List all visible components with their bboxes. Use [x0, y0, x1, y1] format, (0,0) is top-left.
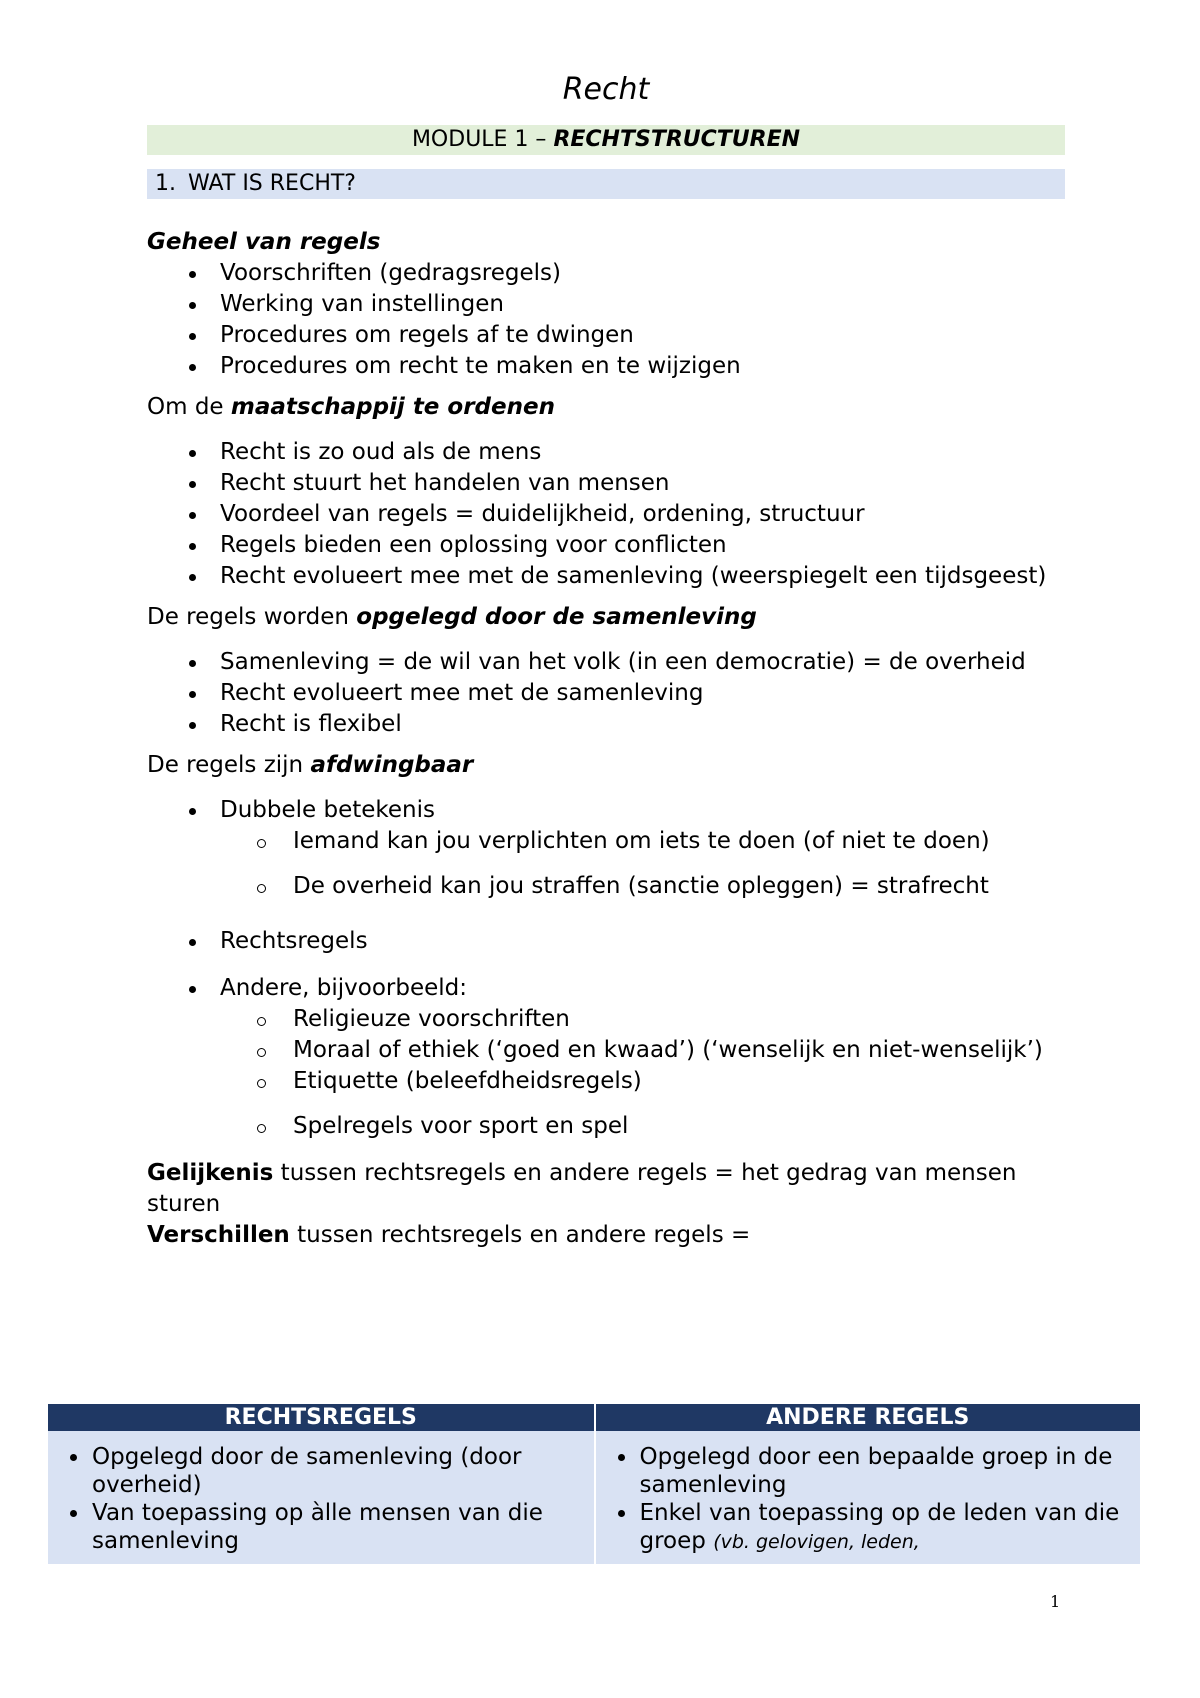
rechtsregels-list: [58, 1443, 584, 1555]
module-name: RECHTSTRUCTUREN: [553, 127, 801, 152]
verschillen-text: tussen rechtsregels en andere regels =: [289, 1222, 751, 1248]
gelijkenis-label: Gelijkenis: [147, 1160, 274, 1186]
block4-lead: [147, 750, 1065, 781]
list-item: Recht is flexibel: [187, 709, 1065, 740]
gelijkenis-paragraph: [147, 1158, 1065, 1220]
list-item: Van toepassing op àlle mensen van die samenleving: [58, 1499, 584, 1555]
verschillen-paragraph: [147, 1220, 1065, 1251]
list-item: Voordeel van regels = duidelijkheid, ordening, structuur: [187, 499, 1065, 530]
andere-label: Andere, bijvoorbeeld:: [220, 975, 468, 1001]
list-item: [187, 973, 1065, 1142]
list-item: Recht evolueert mee met de samenleving (weerspiegelt een tijdsgeest): [187, 561, 1065, 592]
andere-regels-list: [606, 1443, 1131, 1556]
list-item: [606, 1499, 1131, 1556]
comparison-table: [48, 1404, 1142, 1564]
block1-list: [187, 258, 1065, 382]
dubbele-sublist: [255, 826, 1065, 902]
module-prefix: MODULE 1 –: [411, 127, 554, 152]
list-item: Recht stuurt het handelen van mensen: [187, 468, 1065, 499]
section-number: 1.: [155, 171, 176, 196]
sub-list-item: Religieuze voorschriften: [255, 1004, 1065, 1035]
section-heading: [147, 169, 1065, 199]
list-item: Regels bieden een oplossing voor conflicten: [187, 530, 1065, 561]
table-header-rechtsregels: RECHTSREGELS: [48, 1404, 595, 1431]
list-item: Procedures om regels af te dwingen: [187, 320, 1065, 351]
list-item: Opgelegd door een bepaalde groep in de samenleving: [606, 1443, 1131, 1499]
block4-list: [187, 795, 1065, 1142]
section-title: WAT IS RECHT?: [188, 171, 356, 196]
block3-lead: [147, 602, 1065, 633]
table-row: [48, 1431, 1141, 1564]
table-header-row: [48, 1404, 1141, 1431]
block2-lead: [147, 392, 1065, 423]
page-title: Recht: [562, 72, 650, 107]
sub-list-item: Spelregels voor sport en spel: [255, 1111, 1065, 1142]
andere-sublist: [255, 1004, 1065, 1142]
list-item: Voorschriften (gedragsregels): [187, 258, 1065, 289]
list-item: Recht is zo oud als de mens: [187, 437, 1065, 468]
block2-lead-text: Om de: [147, 394, 231, 420]
document-page: [147, 60, 1065, 1251]
list-item: Procedures om recht te maken en te wijzigen: [187, 351, 1065, 382]
block1-heading: Geheel van regels: [147, 229, 381, 255]
block3-emph: opgelegd door de samenleving: [356, 604, 757, 630]
list-item: Werking van instellingen: [187, 289, 1065, 320]
block2-emph: maatschappij te ordenen: [230, 394, 555, 420]
sub-list-item: De overheid kan jou straffen (sanctie opleggen) = strafrecht: [255, 871, 1065, 902]
list-item: Samenleving = de wil van het volk (in een democratie) = de overheid: [187, 647, 1065, 678]
table-cell-andere-regels: [595, 1431, 1142, 1564]
table-header-andere-regels: ANDERE REGELS: [595, 1404, 1142, 1431]
module-heading: [147, 125, 1065, 155]
list-item: Rechtsregels: [187, 926, 1065, 957]
andere-item-note: (vb. gelovigen, leden,: [713, 1531, 920, 1553]
page-number: 1: [1050, 1592, 1061, 1611]
gelijkenis-text: tussen rechtsregels en andere regels = het gedrag van mensen sturen: [147, 1160, 1017, 1217]
block3-list: [187, 647, 1065, 740]
list-item: Opgelegd door de samenleving (door overheid): [58, 1443, 584, 1499]
block4-lead-text: De regels zijn: [147, 752, 311, 778]
list-item: Recht evolueert mee met de samenleving: [187, 678, 1065, 709]
table-cell-rechtsregels: [48, 1431, 595, 1564]
block3-lead-text: De regels worden: [147, 604, 357, 630]
dubbele-label: Dubbele betekenis: [220, 797, 436, 823]
verschillen-label: Verschillen: [147, 1222, 290, 1248]
andere-item-text: Enkel van toepassing op de leden van die groep: [639, 1500, 1120, 1554]
block4-emph: afdwingbaar: [310, 752, 474, 778]
sub-list-item: Moraal of ethiek (‘goed en kwaad’) (‘wenselijk en niet-wenselijk’): [255, 1035, 1065, 1066]
sub-list-item: Iemand kan jou verplichten om iets te doen (of niet te doen): [255, 826, 1065, 857]
block2-list: [187, 437, 1065, 592]
sub-list-item: Etiquette (beleefdheidsregels): [255, 1066, 1065, 1097]
list-item: [187, 795, 1065, 902]
